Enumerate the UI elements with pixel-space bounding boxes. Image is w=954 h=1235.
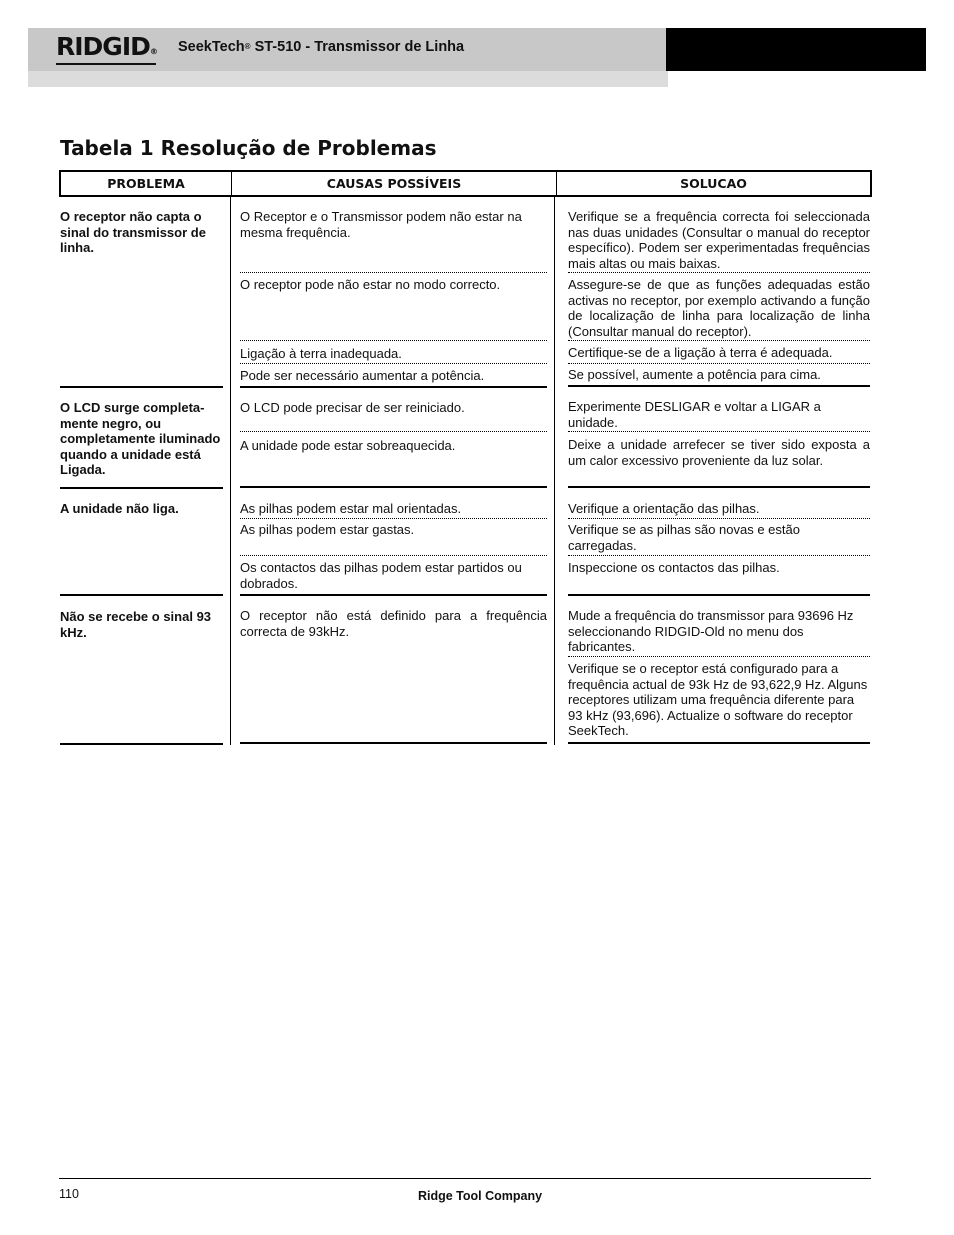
cause-cell: Os contactos das pilhas podem estar partidos ou dobrados. (240, 560, 522, 591)
column-divider-right (554, 197, 555, 745)
column-divider-left (230, 197, 231, 745)
solution-cell: Deixe a unidade arrefecer se tiver sido exposta a um calor excessivo proveniente da luz solar. (568, 437, 870, 468)
row-separator (240, 386, 547, 388)
logo-underline (56, 63, 156, 65)
header-underband (28, 71, 668, 87)
solution-cell: Se possível, aumente a potência para cima. (568, 367, 821, 382)
row-separator (60, 386, 223, 388)
cause-cell: A unidade pode estar sobreaquecida. (240, 438, 456, 453)
solution-cell: Verifique se a frequência correcta foi seleccionada nas duas unidades (Consultar o manual do receptor específico). Podem ser experimentadas frequências mais altas ou mais baixas. (568, 209, 870, 271)
row-separator (60, 594, 223, 596)
row-separator (568, 742, 870, 744)
solution-cell: Experimente DESLIGAR e voltar a LIGAR a unidade. (568, 399, 821, 430)
row-separator (60, 743, 223, 745)
solution-cell: Verifique a orientação das pilhas. (568, 501, 760, 516)
row-divider (240, 272, 547, 273)
row-divider (240, 555, 547, 556)
column-header-problema: PROBLEMA (107, 176, 185, 191)
row-separator (240, 486, 547, 488)
problem-cell: A unidade não liga. (60, 501, 179, 516)
row-separator (568, 486, 870, 488)
footer-rule (59, 1178, 871, 1179)
row-divider (568, 431, 870, 432)
footer-company: Ridge Tool Company (417, 1189, 543, 1203)
row-divider (568, 518, 870, 519)
row-divider (240, 340, 547, 341)
row-separator (568, 385, 870, 387)
row-separator (568, 594, 870, 596)
row-divider (240, 431, 547, 432)
cause-cell: Pode ser necessário aumentar a potência. (240, 368, 485, 383)
solution-cell: Certifique-se de a ligação à terra é adequada. (568, 345, 833, 360)
cause-cell: As pilhas podem estar gastas. (240, 522, 415, 537)
row-separator (240, 742, 547, 744)
cause-cell: O receptor pode não estar no modo correcto. (240, 277, 501, 292)
row-divider (568, 340, 870, 341)
header-black-block (666, 28, 926, 71)
solution-cell: Verifique se as pilhas são novas e estão carregadas. (568, 522, 800, 553)
row-divider (568, 656, 870, 657)
row-divider (240, 518, 547, 519)
solution-cell: Verifique se o receptor está configurado para a frequência actual de 93k Hz de 93,622,9 Hz. Alguns receptores utilizam uma frequência diferente para 93 kHz (93,696). Actualize o software do receptor SeekTech. (568, 661, 868, 739)
row-divider (568, 555, 870, 556)
page-title: Tabela 1 Resolução de Problemas (60, 136, 437, 160)
cause-cell: Ligação à terra inadequada. (240, 346, 402, 361)
solution-cell: Mude a frequência do transmissor para 93696 Hz seleccionando RIDGID-Old no menu dos fabricantes. (568, 608, 854, 655)
cause-cell: O LCD pode precisar de ser reiniciado. (240, 400, 465, 415)
cause-cell: As pilhas podem estar mal orientadas. (240, 501, 462, 516)
ridgid-logo: RIDGID® (56, 32, 157, 61)
solution-cell: Inspeccione os contactos das pilhas. (568, 560, 780, 575)
column-header-solucao: SOLUCAO (680, 176, 747, 191)
solution-cell: Assegure-se de que as funções adequadas estão activas no receptor, por exemplo activando a função de localização de linha para localização de linha (Consultar manual do receptor). (568, 277, 870, 339)
header-title: SeekTech® ST-510 - Transmissor de Linha (178, 39, 465, 55)
problem-cell: O receptor não capta o sinal do transmissor de linha. (60, 209, 206, 256)
column-header-causas: CAUSAS POSSÍVEIS (326, 176, 462, 191)
problem-cell: Não se recebe o sinal 93 kHz. (60, 609, 212, 640)
row-separator (60, 487, 223, 489)
row-separator (240, 594, 547, 596)
page-number: 110 (59, 1187, 79, 1201)
row-divider (568, 363, 870, 364)
cause-cell: O receptor não está definido para a frequência correcta de 93kHz. (240, 608, 547, 639)
table-header (59, 170, 872, 197)
row-divider (568, 272, 870, 273)
cause-cell: O Receptor e o Transmissor podem não estar na mesma frequência. (240, 209, 522, 240)
row-divider (240, 363, 547, 364)
problem-cell: O LCD surge completamente negro, ou completamente iluminado quando a unidade está Ligada. (60, 400, 221, 478)
